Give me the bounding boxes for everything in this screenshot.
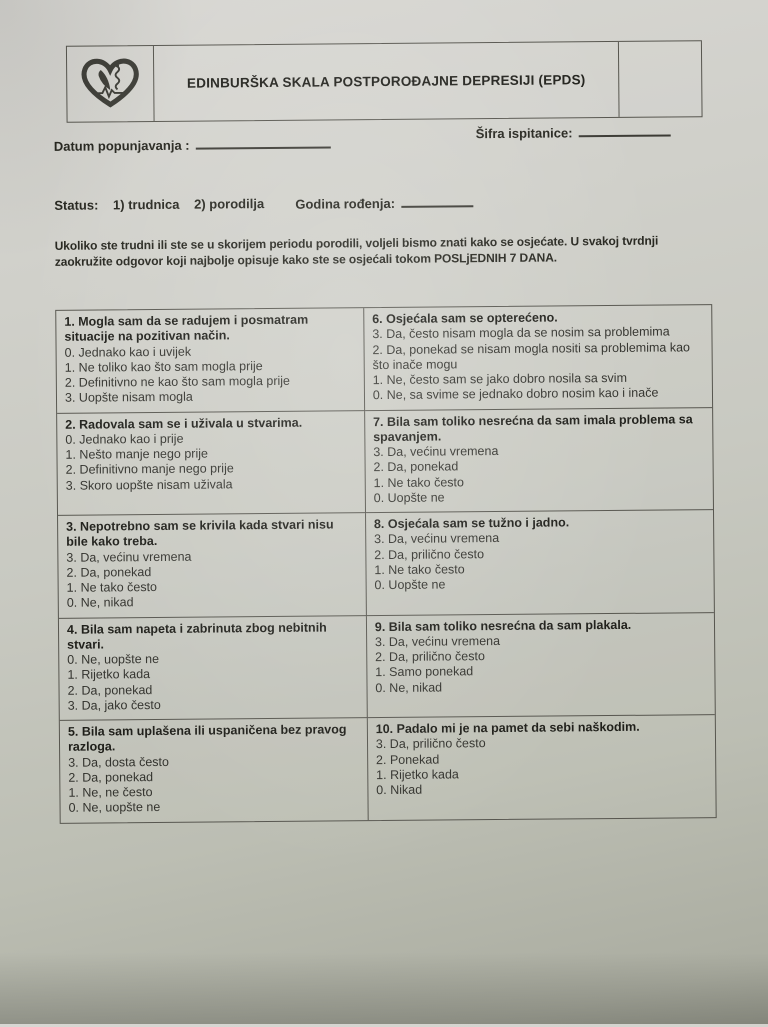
question-options-2 [65, 430, 356, 494]
status-field [54, 196, 264, 213]
date-label: Datum popunjavanja : [53, 137, 190, 154]
answer-option[interactable]: 3. Da, jako često [67, 697, 161, 713]
answer-option[interactable]: 2. Ponekad [375, 752, 440, 767]
question-cell-7 [365, 408, 713, 514]
answer-option[interactable]: 1. Nešto manje nego prije [65, 446, 208, 462]
answer-option[interactable]: 3. Uopšte nisam mogla [64, 389, 193, 406]
status-option-porodilja[interactable]: 2) porodilja [194, 196, 265, 212]
answer-option[interactable]: 1. Rijetko kada [67, 667, 151, 683]
status-option-trudnica[interactable]: 1) trudnica [112, 196, 180, 213]
question-options-5 [68, 753, 359, 817]
answer-option[interactable]: 3. Da, dosta često [68, 754, 169, 770]
question-title-4: 4. Bila sam napeta i zabrinuta zbog nebitnih stvari. [66, 620, 327, 652]
answer-option[interactable]: 0. Uopšte ne [374, 577, 446, 593]
question-title-6: 6. Osjećala sam se opterećeno. [372, 310, 558, 327]
question-title-8: 8. Osjećala sam se tužno i jadno. [373, 515, 570, 532]
answer-option[interactable]: 2. Da, prilično često [375, 649, 485, 665]
instructions-text: Ukoliko ste trudni ili ste se u skorijem periodu porodili, voljeli bismo znati kako se osjećate. U svakoj tvrdnji zaokružite odgovor koji najbolje opisuje kako ste se osjećali tokom POSLjEDNIH 7 DANA. [54, 233, 659, 269]
question-options-3 [66, 548, 357, 612]
answer-option[interactable]: 0. Uopšte ne [373, 490, 445, 505]
answer-option[interactable]: 3. Da, većinu vremena [373, 443, 499, 460]
answer-option[interactable]: 3. Da, većinu vremena [374, 633, 501, 649]
respondent-code-blank-line[interactable] [578, 123, 670, 137]
answer-option[interactable]: 3. Skoro uopšte nisam uživala [65, 476, 233, 493]
question-title-3: 3. Nepotrebno sam se krivila kada stvari nisu bile kako treba. [66, 517, 334, 550]
header-empty-cell [619, 41, 702, 117]
question-options-10 [376, 734, 708, 798]
birth-year-label: Godina rođenja: [295, 195, 396, 212]
answer-option[interactable]: 1. Ne, često sam se jako dobro nosila sa svim [372, 370, 628, 388]
question-cell-4 [59, 616, 368, 721]
answer-option[interactable]: 1. Ne tako često [374, 562, 465, 577]
question-cell-8 [366, 510, 714, 616]
answer-option[interactable]: 0. Jednako kao i prije [65, 431, 184, 447]
answer-option[interactable]: 3. Da, prilično često [375, 736, 486, 752]
answer-option[interactable]: 3. Da, većinu vremena [66, 549, 192, 565]
answer-option[interactable]: 3. Da, često nisam mogla da se nosim sa problemima [372, 324, 670, 342]
answer-option[interactable]: 1. Ne tako često [66, 579, 158, 595]
question-options-4 [67, 650, 358, 714]
question-cell-6 [364, 305, 712, 411]
answer-option[interactable]: 1. Rijetko kada [376, 767, 459, 782]
question-cell-3 [58, 513, 367, 618]
answer-option[interactable]: 1. Ne toliko kao što sam mogla prije [64, 358, 263, 375]
heart-medical-logo [79, 55, 142, 114]
question-title-1: 1. Mogla sam da se radujem i posmatram situacije na pozitivan način. [64, 312, 309, 345]
answer-option[interactable]: 2. Da, ponekad [68, 769, 154, 785]
answer-option[interactable]: 2. Definitivno manje nego prije [65, 461, 234, 478]
birth-year-field [295, 194, 473, 212]
status-label: Status: [54, 197, 99, 213]
answer-option[interactable]: 1. Samo ponekad [375, 664, 474, 680]
respondent-code-field [476, 123, 671, 141]
answer-option[interactable]: 2. Da, ponekad [373, 459, 459, 475]
answer-option[interactable]: 0. Jednako kao i uvijek [64, 344, 192, 360]
question-cell-9 [367, 613, 715, 719]
answer-option[interactable]: 2. Da, ponekad [67, 682, 153, 698]
answer-option[interactable]: 2. Da, ponekad [66, 564, 152, 580]
title-cell [154, 42, 620, 121]
form-header [66, 40, 703, 123]
question-options-7 [373, 442, 705, 506]
answer-option[interactable]: 0. Ne, uopšte ne [68, 800, 161, 816]
answer-option[interactable]: 2. Da, ponekad se nisam mogla nositi sa problemima kao što inače mogu [372, 339, 691, 372]
answer-option[interactable]: 0. Ne, uopšte ne [67, 651, 160, 667]
answer-option[interactable]: 0. Nikad [376, 782, 423, 798]
answer-option[interactable]: 2. Definitivno ne kao što sam mogla prije [64, 373, 291, 390]
answer-option[interactable]: 0. Ne, nikad [66, 595, 134, 611]
respondent-code-label: Šifra ispitanice: [475, 125, 573, 142]
date-blank-line[interactable] [196, 135, 331, 149]
question-options-1 [65, 343, 356, 407]
answer-option[interactable]: 0. Ne, nikad [375, 680, 443, 695]
question-title-5: 5. Bila sam uplašena ili uspaničena bez pravog razloga. [67, 722, 347, 755]
answer-option[interactable]: 0. Ne, sa svime se jednako dobro nosim kao i inače [372, 385, 659, 403]
question-title-7: 7. Bila sam toliko nesrećna da sam imala problema sa spavanjem. [372, 411, 693, 444]
form-title: EDINBURŠKA SKALA POSTPOROĐAJNE DEPRESIJI (EPDS) [186, 72, 586, 91]
question-cell-5 [60, 718, 369, 822]
question-cell-2 [57, 411, 366, 516]
answer-option[interactable]: 1. Ne tako često [373, 474, 464, 490]
answer-option[interactable]: 1. Ne, ne često [68, 785, 153, 800]
question-cell-10 [368, 715, 716, 820]
question-cell-1 [56, 308, 365, 413]
question-options-6 [372, 324, 704, 403]
logo-cell [67, 46, 155, 122]
date-field [54, 135, 331, 153]
question-title-9: 9. Bila sam toliko nesrećna da sam plakala. [374, 617, 632, 634]
birth-year-blank-line[interactable] [401, 194, 473, 208]
question-title-2: 2. Radovala sam se i uživala u stvarima. [65, 415, 303, 432]
question-options-9 [375, 632, 707, 696]
question-title-10: 10. Padalo mi je na pamet da sebi naškodim. [375, 719, 640, 737]
questionnaire-table [55, 304, 716, 823]
question-options-8 [374, 529, 706, 593]
answer-option[interactable]: 3. Da, većinu vremena [374, 531, 500, 547]
answer-option[interactable]: 2. Da, prilično često [374, 546, 485, 562]
